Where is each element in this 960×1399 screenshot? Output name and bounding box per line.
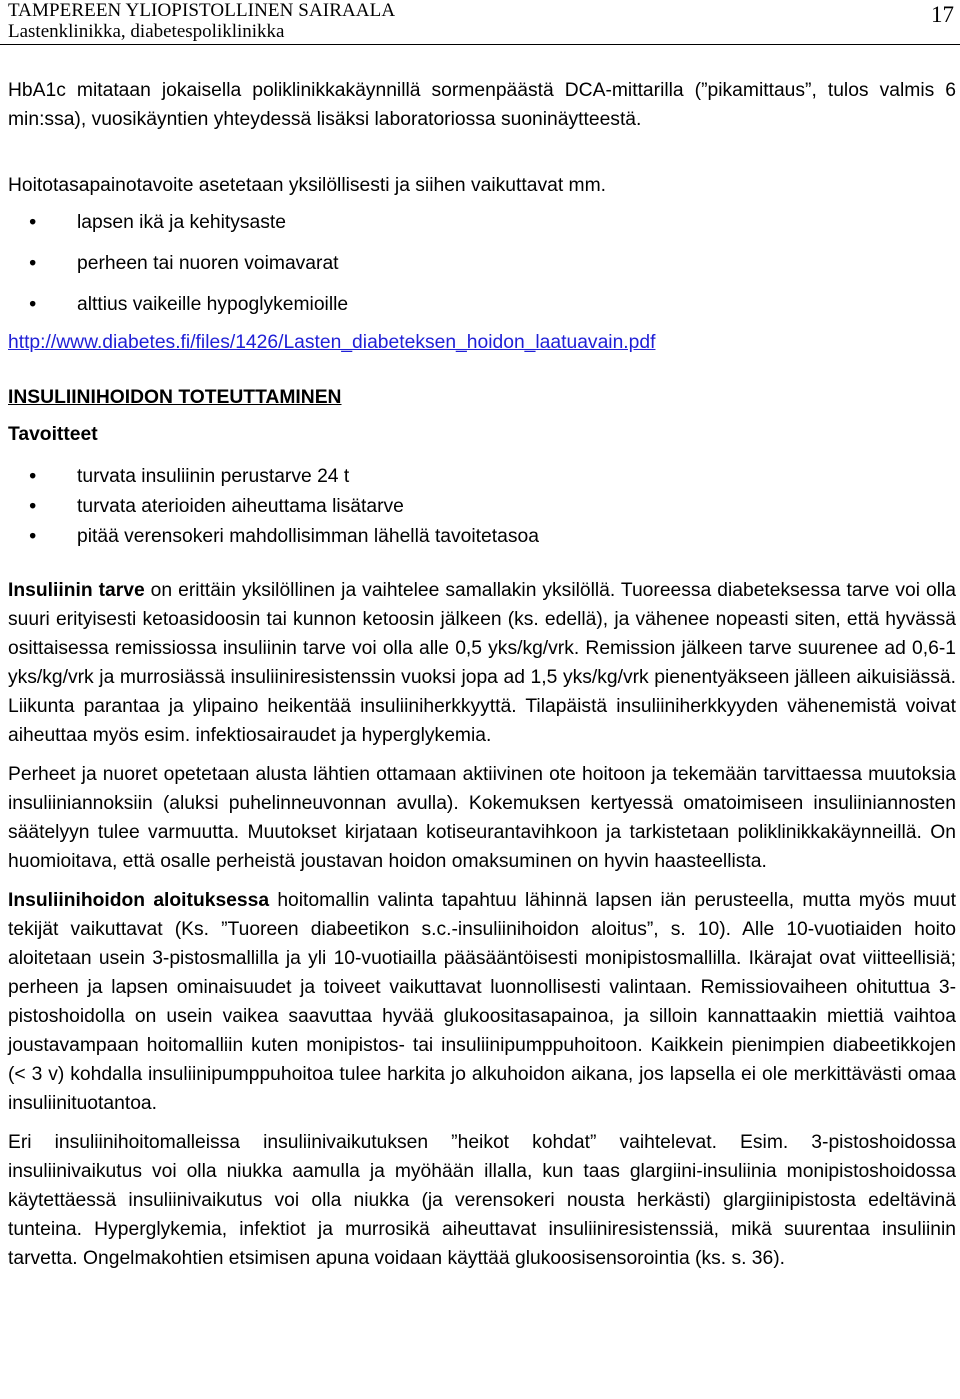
families-paragraph: Perheet ja nuoret opetetaan alusta lähtien ottamaan aktiivinen ote hoitoon ja tekemään tarvittaessa muutoksia insuliiniannoksiin (aluksi puhelinneuvonnan avulla). Kokemuksen kertyessä omatoimiseen insuliiniannosten säätelyyn tulee varmuutta. Muutokset kirjataan kotiseurantavihkoon ja tarkistetaan poliklinikkakäynneillä. On huomioitava, että osalle perheistä joustavan hoidon omaksuminen on hyvin haasteellista. <box>8 764 956 872</box>
guideline-link[interactable]: http://www.diabetes.fi/files/1426/Lasten_diabeteksen_hoidon_laatuavain.pdf <box>8 332 656 353</box>
insulin-need-text: on erittäin yksilöllinen ja vaihtelee samallakin yksilöllä. Tuoreessa diabeteksessa tarve voi olla suuri erityisesti ketoasidoosin tai kunnon ketoosin jälkeen (ks. edellä), ja vähenee nopeasti siten, että hyvässä osittaisessa remissiossa insuliinin tarve voi olla alle 0,5 yks/kg/vrk. Remission jälkeen tarve suurenee ad 0,6-1 yks/kg/vrk ja murrosiässä insuliiniresistenssin vuoksi jopa ad 1,5 yks/kg/vrk pienentyäkseen jälleen aikuisiässä. Liikunta parantaa ja ylipaino heikentää insuliiniherkkyyttä. Tilapäistä insuliiniherkkyyden vähenemistä voivat aiheuttaa myös esim. infektiosairaudet ja hyperglykemia. <box>8 580 956 746</box>
list-item: • perheen tai nuoren voimavarat <box>8 243 956 284</box>
document-body <box>8 76 956 1273</box>
insulin-need-term: Insuliinin tarve <box>8 580 145 601</box>
page-number: 17 <box>931 2 954 27</box>
insulin-need-paragraph <box>8 576 956 750</box>
department-name: Lastenklinikka, diabetespoliklinikka <box>8 21 285 42</box>
page-header <box>0 0 960 45</box>
list-item: • alttius vaikeille hypoglykemioille <box>8 284 956 325</box>
goal-factors-list <box>8 202 956 325</box>
therapy-start-text: hoitomallin valinta tapahtuu lähinnä lapsen iän perusteella, mutta myös muut tekijät vaikuttavat (Ks. ”Tuoreen diabeetikon s.c.-insuliinihoidon aloitus”, s. 10). Alle 10-vuotiaiden hoito aloitetaan usein 3-pistosmallilla ja yli 10-vuotiailla pääsääntöisesti monipistosmallilla. Ikärajat ovat viitteellisiä; perheen ja lapsen ominaisuudet ja toiveet vaikuttavat luonnollisesti valintaan. Remissiovaiheen ohituttua 3-pistoshoidolla on usein vaikea saavuttaa hyvää glukoositasapainoa, ja silloin kannattaakin miettiä vaihtoa joustavampaan hoitomalliin kuten monipistos- tai insuliinipumppuhoitoon. Kaikkein pienimpien diabeetikkojen (< 3 v) kohdalla insuliinipumppuhoitoa tulee harkita jo alkuhoidon aikana, jos lapsella ei ole merkittävästi omaa insuliinituotantoa. <box>8 890 956 1114</box>
list-item: • lapsen ikä ja kehitysaste <box>8 202 956 243</box>
organization-name: TAMPEREEN YLIOPISTOLLINEN SAIRAALA <box>8 0 396 21</box>
therapy-start-paragraph <box>8 886 956 1118</box>
therapy-start-term: Insuliinihoidon aloituksessa <box>8 890 270 911</box>
therapy-models-paragraph: Eri insuliinihoitomalleissa insuliinivaikutuksen ”heikot kohdat” vaihtelevat. Esim. 3-pistoshoidossa insuliinivaikutus voi olla niukka aamulla ja myöhään illalla, kun taas glargiini-insuliinia monipistoshoidossa käytettäessä insuliinivaikutus voi olla niukka (ja verensokeri nousta herkästi) glargiinipistosta edeltävinä tunteina. Hyperglykemia, infektiot ja murrosikä aiheuttavat insuliiniresistenssiä, mikä suurentaa insuliinin tarvetta. Ongelmakohtien etsimisen apuna voidaan käyttää glukoosisensorointia (ks. s. 36). <box>8 1132 956 1269</box>
list-item: • turvata insuliinin perustarve 24 t <box>8 462 956 492</box>
goal-intro-paragraph: Hoitotasapainotavoite asetetaan yksilöllisesti ja siihen vaikuttavat mm. <box>8 175 607 196</box>
list-item: • pitää verensokeri mahdollisimman lähellä tavoitetasoa <box>8 522 956 552</box>
hba1c-paragraph: HbA1c mitataan jokaisella poliklinikkakäynnillä sormenpäästä DCA-mittarilla (”pikamittaus”, tulos valmis 6 min:ssa), vuosikäyntien yhteydessä lisäksi laboratoriossa suoninäytteestä. <box>8 80 956 130</box>
section-heading: INSULIINIHOIDON TOTEUTTAMINEN <box>8 387 342 408</box>
objectives-subheading: Tavoitteet <box>8 424 98 445</box>
list-item: • turvata aterioiden aiheuttama lisätarve <box>8 492 956 522</box>
objectives-list <box>8 462 956 552</box>
